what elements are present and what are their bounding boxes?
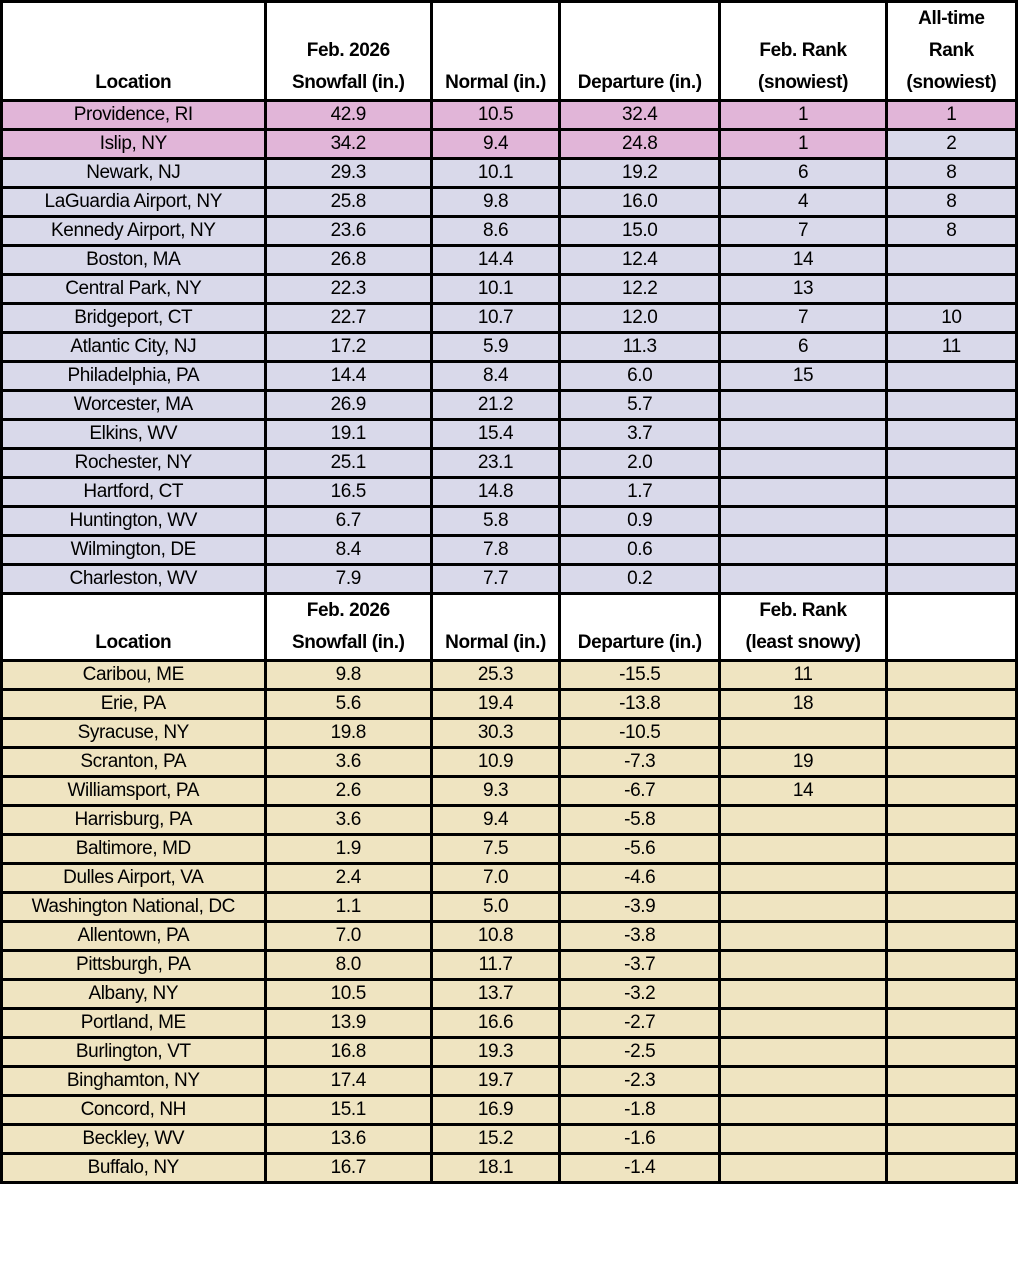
header2-snowfall (265, 594, 431, 661)
table-row (2, 362, 1017, 391)
cell-feb-rank: 15 (720, 362, 886, 391)
cell-alltime-rank (886, 275, 1016, 304)
cell-normal: 10.9 (431, 748, 559, 777)
table-row (2, 690, 1017, 719)
cell-normal: 9.4 (431, 130, 559, 159)
cell-departure: -2.3 (560, 1067, 720, 1096)
cell-alltime-rank: 1 (886, 101, 1016, 130)
cell-feb-rank: 14 (720, 777, 886, 806)
table-row (2, 391, 1017, 420)
table-row (2, 159, 1017, 188)
cell-snowfall: 15.1 (265, 1096, 431, 1125)
cell-departure: 2.0 (560, 449, 720, 478)
table-row (2, 565, 1017, 594)
cell-snowfall: 2.4 (265, 864, 431, 893)
table-row (2, 217, 1017, 246)
cell-snowfall: 19.8 (265, 719, 431, 748)
cell-snowfall: 22.7 (265, 304, 431, 333)
cell-feb-rank (720, 1096, 886, 1125)
cell-alltime-rank (886, 1154, 1016, 1183)
cell-location: Beckley, WV (2, 1125, 266, 1154)
cell-alltime-rank (886, 565, 1016, 594)
header-location (2, 2, 266, 101)
cell-snowfall: 17.2 (265, 333, 431, 362)
cell-alltime-rank: 8 (886, 159, 1016, 188)
cell-snowfall: 22.3 (265, 275, 431, 304)
cell-departure: -2.7 (560, 1009, 720, 1038)
least-snowy-rows (2, 661, 1017, 1183)
cell-feb-rank: 7 (720, 304, 886, 333)
cell-normal: 8.4 (431, 362, 559, 391)
cell-departure: -4.6 (560, 864, 720, 893)
cell-departure: 0.2 (560, 565, 720, 594)
header-feb-rank-line2: (snowiest) (758, 72, 848, 93)
cell-departure: -1.4 (560, 1154, 720, 1183)
cell-departure: 12.2 (560, 275, 720, 304)
cell-normal: 9.3 (431, 777, 559, 806)
cell-alltime-rank (886, 777, 1016, 806)
cell-alltime-rank (886, 661, 1016, 690)
table-row (2, 536, 1017, 565)
cell-alltime-rank (886, 420, 1016, 449)
cell-departure: -13.8 (560, 690, 720, 719)
cell-location: Kennedy Airport, NY (2, 217, 266, 246)
cell-location: Rochester, NY (2, 449, 266, 478)
cell-snowfall: 26.8 (265, 246, 431, 275)
cell-snowfall: 25.1 (265, 449, 431, 478)
cell-normal: 19.7 (431, 1067, 559, 1096)
cell-alltime-rank (886, 922, 1016, 951)
cell-location: Charleston, WV (2, 565, 266, 594)
cell-alltime-rank (886, 835, 1016, 864)
cell-snowfall: 16.7 (265, 1154, 431, 1183)
cell-alltime-rank (886, 449, 1016, 478)
cell-normal: 25.3 (431, 661, 559, 690)
cell-feb-rank (720, 1067, 886, 1096)
cell-feb-rank: 18 (720, 690, 886, 719)
cell-departure: 6.0 (560, 362, 720, 391)
cell-normal: 7.7 (431, 565, 559, 594)
header2-departure-label: Departure (in.) (577, 632, 702, 653)
cell-location: Allentown, PA (2, 922, 266, 951)
cell-alltime-rank (886, 1067, 1016, 1096)
cell-alltime-rank (886, 246, 1016, 275)
table-row (2, 101, 1017, 130)
cell-alltime-rank (886, 1009, 1016, 1038)
header-normal-label: Normal (in.) (445, 72, 546, 93)
table-row (2, 661, 1017, 690)
cell-normal: 14.8 (431, 478, 559, 507)
least-snowy-header (2, 594, 1017, 661)
cell-location: Boston, MA (2, 246, 266, 275)
cell-departure: 0.6 (560, 536, 720, 565)
header-alltime-line2: Rank (928, 40, 974, 61)
header-snowfall-line2: Snowfall (in.) (291, 72, 405, 93)
table-row (2, 1125, 1017, 1154)
cell-location: Bridgeport, CT (2, 304, 266, 333)
cell-alltime-rank: 8 (886, 188, 1016, 217)
cell-normal: 10.1 (431, 275, 559, 304)
cell-departure: -2.5 (560, 1038, 720, 1067)
cell-feb-rank (720, 951, 886, 980)
cell-normal: 10.5 (431, 101, 559, 130)
cell-feb-rank (720, 449, 886, 478)
cell-snowfall: 23.6 (265, 217, 431, 246)
cell-location: Providence, RI (2, 101, 266, 130)
cell-normal: 23.1 (431, 449, 559, 478)
header-alltime-line3: (snowiest) (906, 72, 997, 93)
cell-normal: 5.8 (431, 507, 559, 536)
cell-normal: 10.7 (431, 304, 559, 333)
header2-alltime-empty (886, 594, 1016, 661)
cell-departure: 12.0 (560, 304, 720, 333)
cell-alltime-rank (886, 1096, 1016, 1125)
cell-departure: 16.0 (560, 188, 720, 217)
cell-departure: 12.4 (560, 246, 720, 275)
cell-alltime-rank (886, 1125, 1016, 1154)
cell-location: Elkins, WV (2, 420, 266, 449)
cell-feb-rank (720, 391, 886, 420)
table-row (2, 1009, 1017, 1038)
header2-feb-rank (720, 594, 886, 661)
cell-snowfall: 26.9 (265, 391, 431, 420)
table-row (2, 304, 1017, 333)
cell-normal: 11.7 (431, 951, 559, 980)
table-row (2, 980, 1017, 1009)
cell-location: LaGuardia Airport, NY (2, 188, 266, 217)
cell-snowfall: 9.8 (265, 661, 431, 690)
cell-alltime-rank: 10 (886, 304, 1016, 333)
cell-departure: 32.4 (560, 101, 720, 130)
cell-location: Albany, NY (2, 980, 266, 1009)
table-row (2, 1154, 1017, 1183)
cell-location: Worcester, MA (2, 391, 266, 420)
cell-alltime-rank: 2 (886, 130, 1016, 159)
cell-departure: 0.9 (560, 507, 720, 536)
cell-snowfall: 7.9 (265, 565, 431, 594)
cell-departure: -10.5 (560, 719, 720, 748)
cell-alltime-rank (886, 980, 1016, 1009)
cell-location: Wilmington, DE (2, 536, 266, 565)
cell-location: Williamsport, PA (2, 777, 266, 806)
cell-normal: 9.8 (431, 188, 559, 217)
header-feb-rank (720, 2, 886, 101)
header2-location-label: Location (95, 632, 172, 653)
cell-location: Erie, PA (2, 690, 266, 719)
cell-snowfall: 6.7 (265, 507, 431, 536)
cell-normal: 5.0 (431, 893, 559, 922)
cell-location: Binghamton, NY (2, 1067, 266, 1096)
cell-normal: 15.4 (431, 420, 559, 449)
cell-location: Harrisburg, PA (2, 806, 266, 835)
cell-feb-rank: 11 (720, 661, 886, 690)
header-departure-label: Departure (in.) (577, 72, 702, 93)
cell-feb-rank (720, 719, 886, 748)
table-row (2, 478, 1017, 507)
cell-feb-rank (720, 1125, 886, 1154)
cell-feb-rank: 1 (720, 130, 886, 159)
cell-location: Hartford, CT (2, 478, 266, 507)
cell-departure: -5.6 (560, 835, 720, 864)
cell-departure: -1.6 (560, 1125, 720, 1154)
header-snowfall (265, 2, 431, 101)
cell-location: Baltimore, MD (2, 835, 266, 864)
cell-feb-rank (720, 507, 886, 536)
cell-location: Pittsburgh, PA (2, 951, 266, 980)
cell-feb-rank: 6 (720, 333, 886, 362)
cell-snowfall: 25.8 (265, 188, 431, 217)
cell-departure: -3.9 (560, 893, 720, 922)
cell-normal: 10.8 (431, 922, 559, 951)
cell-normal: 7.5 (431, 835, 559, 864)
cell-snowfall: 10.5 (265, 980, 431, 1009)
cell-location: Burlington, VT (2, 1038, 266, 1067)
table-row (2, 275, 1017, 304)
cell-normal: 16.9 (431, 1096, 559, 1125)
snowiest-rows (2, 101, 1017, 594)
cell-location: Central Park, NY (2, 275, 266, 304)
table-row (2, 1038, 1017, 1067)
cell-location: Buffalo, NY (2, 1154, 266, 1183)
cell-alltime-rank (886, 748, 1016, 777)
table-row (2, 1096, 1017, 1125)
cell-feb-rank (720, 893, 886, 922)
cell-feb-rank (720, 536, 886, 565)
cell-location: Islip, NY (2, 130, 266, 159)
cell-alltime-rank (886, 1038, 1016, 1067)
table-row (2, 188, 1017, 217)
cell-feb-rank: 7 (720, 217, 886, 246)
cell-alltime-rank (886, 478, 1016, 507)
cell-normal: 7.0 (431, 864, 559, 893)
table-row (2, 449, 1017, 478)
cell-normal: 5.9 (431, 333, 559, 362)
cell-location: Newark, NJ (2, 159, 266, 188)
table-row (2, 893, 1017, 922)
cell-snowfall: 19.1 (265, 420, 431, 449)
cell-normal: 15.2 (431, 1125, 559, 1154)
cell-snowfall: 1.1 (265, 893, 431, 922)
cell-departure: -1.8 (560, 1096, 720, 1125)
cell-normal: 8.6 (431, 217, 559, 246)
cell-location: Huntington, WV (2, 507, 266, 536)
cell-normal: 14.4 (431, 246, 559, 275)
cell-location: Caribou, ME (2, 661, 266, 690)
table-row (2, 719, 1017, 748)
header2-snowfall-line2: Snowfall (in.) (291, 632, 405, 653)
cell-departure: 5.7 (560, 391, 720, 420)
cell-alltime-rank: 8 (886, 217, 1016, 246)
cell-normal: 7.8 (431, 536, 559, 565)
cell-alltime-rank (886, 719, 1016, 748)
header-alltime-rank (886, 2, 1016, 101)
cell-departure: -6.7 (560, 777, 720, 806)
cell-alltime-rank (886, 893, 1016, 922)
cell-departure: -7.3 (560, 748, 720, 777)
header2-snowfall-line1: Feb. 2026 (306, 600, 390, 621)
cell-departure: -3.7 (560, 951, 720, 980)
table-row (2, 806, 1017, 835)
cell-feb-rank (720, 864, 886, 893)
cell-departure: -5.8 (560, 806, 720, 835)
cell-location: Washington National, DC (2, 893, 266, 922)
table-row (2, 835, 1017, 864)
header-location-label: Location (95, 72, 172, 93)
table-row (2, 922, 1017, 951)
cell-normal: 9.4 (431, 806, 559, 835)
cell-feb-rank (720, 478, 886, 507)
cell-location: Concord, NH (2, 1096, 266, 1125)
cell-normal: 10.1 (431, 159, 559, 188)
table-row (2, 507, 1017, 536)
cell-snowfall: 13.6 (265, 1125, 431, 1154)
cell-snowfall: 34.2 (265, 130, 431, 159)
cell-snowfall: 3.6 (265, 806, 431, 835)
cell-feb-rank: 1 (720, 101, 886, 130)
cell-snowfall: 5.6 (265, 690, 431, 719)
header2-departure (560, 594, 720, 661)
cell-normal: 30.3 (431, 719, 559, 748)
header2-normal (431, 594, 559, 661)
cell-departure: -3.8 (560, 922, 720, 951)
cell-feb-rank (720, 980, 886, 1009)
table-row (2, 951, 1017, 980)
cell-departure: 24.8 (560, 130, 720, 159)
cell-location: Portland, ME (2, 1009, 266, 1038)
cell-location: Scranton, PA (2, 748, 266, 777)
cell-alltime-rank (886, 806, 1016, 835)
header2-normal-label: Normal (in.) (445, 632, 546, 653)
cell-snowfall: 16.8 (265, 1038, 431, 1067)
cell-snowfall: 29.3 (265, 159, 431, 188)
cell-location: Syracuse, NY (2, 719, 266, 748)
table-row (2, 777, 1017, 806)
cell-departure: 3.7 (560, 420, 720, 449)
cell-alltime-rank (886, 507, 1016, 536)
cell-normal: 13.7 (431, 980, 559, 1009)
cell-departure: 1.7 (560, 478, 720, 507)
cell-alltime-rank: 11 (886, 333, 1016, 362)
snowiest-header-row (2, 2, 1017, 101)
cell-snowfall: 17.4 (265, 1067, 431, 1096)
header-feb-rank-line1: Feb. Rank (759, 40, 847, 61)
table-row (2, 246, 1017, 275)
table-row (2, 420, 1017, 449)
cell-snowfall: 14.4 (265, 362, 431, 391)
cell-feb-rank (720, 1154, 886, 1183)
header-normal (431, 2, 559, 101)
header2-location (2, 594, 266, 661)
cell-normal: 19.3 (431, 1038, 559, 1067)
header-snowfall-line1: Feb. 2026 (306, 40, 390, 61)
table-row (2, 864, 1017, 893)
cell-departure: -15.5 (560, 661, 720, 690)
cell-alltime-rank (886, 391, 1016, 420)
cell-feb-rank: 13 (720, 275, 886, 304)
cell-alltime-rank (886, 690, 1016, 719)
cell-alltime-rank (886, 864, 1016, 893)
cell-snowfall: 16.5 (265, 478, 431, 507)
cell-snowfall: 13.9 (265, 1009, 431, 1038)
cell-snowfall: 8.4 (265, 536, 431, 565)
cell-alltime-rank (886, 362, 1016, 391)
cell-snowfall: 8.0 (265, 951, 431, 980)
header2-feb-rank-line1: Feb. Rank (759, 600, 847, 621)
header-departure (560, 2, 720, 101)
cell-feb-rank (720, 922, 886, 951)
cell-feb-rank (720, 420, 886, 449)
cell-departure: 11.3 (560, 333, 720, 362)
cell-snowfall: 1.9 (265, 835, 431, 864)
least-snowy-header-row (2, 594, 1017, 661)
cell-departure: 15.0 (560, 217, 720, 246)
cell-snowfall: 42.9 (265, 101, 431, 130)
cell-feb-rank (720, 835, 886, 864)
cell-feb-rank: 4 (720, 188, 886, 217)
cell-feb-rank: 6 (720, 159, 886, 188)
cell-location: Dulles Airport, VA (2, 864, 266, 893)
cell-normal: 21.2 (431, 391, 559, 420)
header2-feb-rank-line2: (least snowy) (745, 632, 861, 653)
cell-location: Philadelphia, PA (2, 362, 266, 391)
cell-snowfall: 7.0 (265, 922, 431, 951)
cell-feb-rank: 19 (720, 748, 886, 777)
cell-feb-rank (720, 1009, 886, 1038)
cell-snowfall: 3.6 (265, 748, 431, 777)
cell-normal: 16.6 (431, 1009, 559, 1038)
table-row (2, 130, 1017, 159)
cell-feb-rank (720, 806, 886, 835)
table-row (2, 748, 1017, 777)
table-row (2, 333, 1017, 362)
cell-snowfall: 2.6 (265, 777, 431, 806)
cell-feb-rank (720, 565, 886, 594)
cell-feb-rank: 14 (720, 246, 886, 275)
cell-departure: -3.2 (560, 980, 720, 1009)
cell-departure: 19.2 (560, 159, 720, 188)
header-alltime-line1: All-time (918, 8, 985, 29)
cell-feb-rank (720, 1038, 886, 1067)
cell-alltime-rank (886, 536, 1016, 565)
cell-normal: 19.4 (431, 690, 559, 719)
cell-normal: 18.1 (431, 1154, 559, 1183)
table-row (2, 1067, 1017, 1096)
cell-alltime-rank (886, 951, 1016, 980)
cell-location: Atlantic City, NJ (2, 333, 266, 362)
